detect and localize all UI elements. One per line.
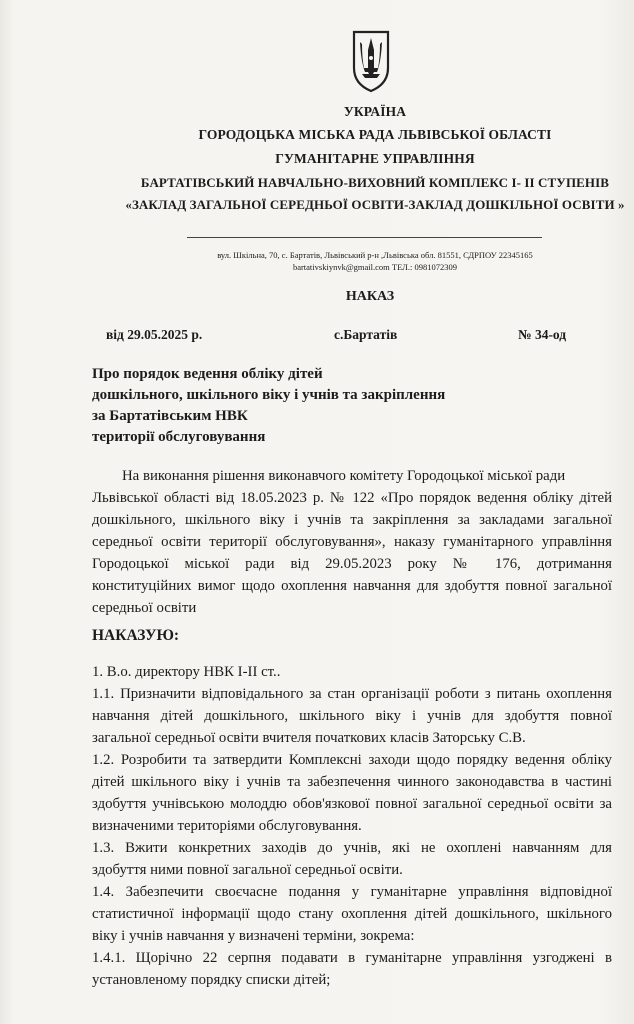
subject-line: за Бартатівським НВК (92, 408, 248, 424)
order-item-line: 1.3. Вжити конкретних заходів до учнів, які не охоплені навчанням для (92, 840, 612, 856)
preamble-line: дошкільного, шкільного віку і учнів та закріплення за закладами загальної (92, 512, 612, 528)
school-heading: БАРТАТІВСЬКИЙ НАВЧАЛЬНО-ВИХОВНИЙ КОМПЛЕКС І- ІІ СТУПЕНІВ (140, 175, 610, 190)
order-item-line: віку і учнів навчання у визначені терміни, зокрема: (92, 928, 415, 944)
order-item-line: загальної середньої освіти вчителя початкових класів Заторську С.В. (92, 730, 526, 746)
document-place: с.Бартатів (334, 327, 398, 342)
header-divider (187, 237, 542, 238)
preamble-line: Городоцької міської ради від 29.05.2023 року № 176, дотримання (92, 556, 612, 572)
order-item-line: 1.4. Забезпечити своєчасне подання у гуманітарне управління відповідної (92, 884, 612, 900)
order-item-line: дітей шкільного віку і учнів та забезпечення чинного законодавства в частині (92, 774, 612, 790)
address-line: вул. Шкільна, 70, с. Бартатів, Львівський р-н ,Львівська обл. 81551, СДРПОУ 22345165 (217, 250, 533, 260)
order-item-line: визначеними територіями обслуговування. (92, 818, 362, 834)
contact-line: bartativskiynvk@gmail.com ТЕЛ.: 0981072309 (292, 262, 458, 272)
order-item-line: здобуття ними повної загальної середньої освіти. (92, 862, 403, 878)
preamble-line: конституційних вимог щодо охоплення навчання для здобуття повної загальної (92, 578, 612, 594)
preamble-line: середньої освіти території обслуговування», наказу гуманітарного управління (92, 534, 612, 550)
order-item-line: установленому порядку списки дітей; (92, 972, 331, 988)
document-date: від 29.05.2025 р. (106, 327, 203, 342)
order-heading: НАКАЗУЮ: (92, 627, 180, 644)
department-heading: ГУМАНІТАРНЕ УПРАВЛІННЯ (275, 151, 475, 166)
order-item-line: навчання дітей дошкільного, шкільного віку і учнів для здобуття повної (92, 708, 612, 724)
order-item-line: 1.1. Призначити відповідального за стан організації роботи з питань охоплення (92, 686, 612, 702)
order-item-line: 1. В.о. директору НВК І-ІІ ст.. (92, 664, 281, 680)
preamble-line: Львівської області від 18.05.2023 р. № 122 «Про порядок ведення обліку дітей (92, 490, 612, 506)
council-heading: ГОРОДОЦЬКА МІСЬКА РАДА ЛЬВІВСЬКОЇ ОБЛАСТІ (198, 127, 552, 142)
document-title: НАКАЗ (345, 289, 395, 304)
subject-line: дошкільного, шкільного віку і учнів та закріплення (92, 387, 446, 403)
preamble-line: На виконання рішення виконавчого комітету Городоцької міської ради (122, 468, 566, 484)
subject-line: Про порядок ведення обліку дітей (92, 366, 323, 382)
order-item-line: 1.4.1. Щорічно 22 серпня подавати в гуманітарне управління узгоджені в (92, 950, 612, 966)
tryzub-coat-of-arms-icon (350, 28, 392, 94)
order-item-line: 1.2. Розробити та затвердити Комплексні заходи щодо порядку ведення обліку (92, 752, 612, 768)
preamble-line: середньої освіти (92, 600, 197, 616)
country-heading: УКРАЇНА (343, 104, 407, 119)
subject-line: території обслуговування (92, 429, 266, 445)
order-item-line: здобуття учнівською молоддю обов'язкової повної загальної середньої освіти за (92, 796, 612, 812)
document-number: № 34-од (518, 327, 567, 342)
order-item-line: статистичної інформації щодо стану охоплення дітей дошкільного, шкільного (92, 906, 612, 922)
school-subheading: «ЗАКЛАД ЗАГАЛЬНОЇ СЕРЕДНЬОЇ ОСВІТИ-ЗАКЛАД ДОШКІЛЬНОЇ ОСВІТИ » (125, 197, 625, 212)
